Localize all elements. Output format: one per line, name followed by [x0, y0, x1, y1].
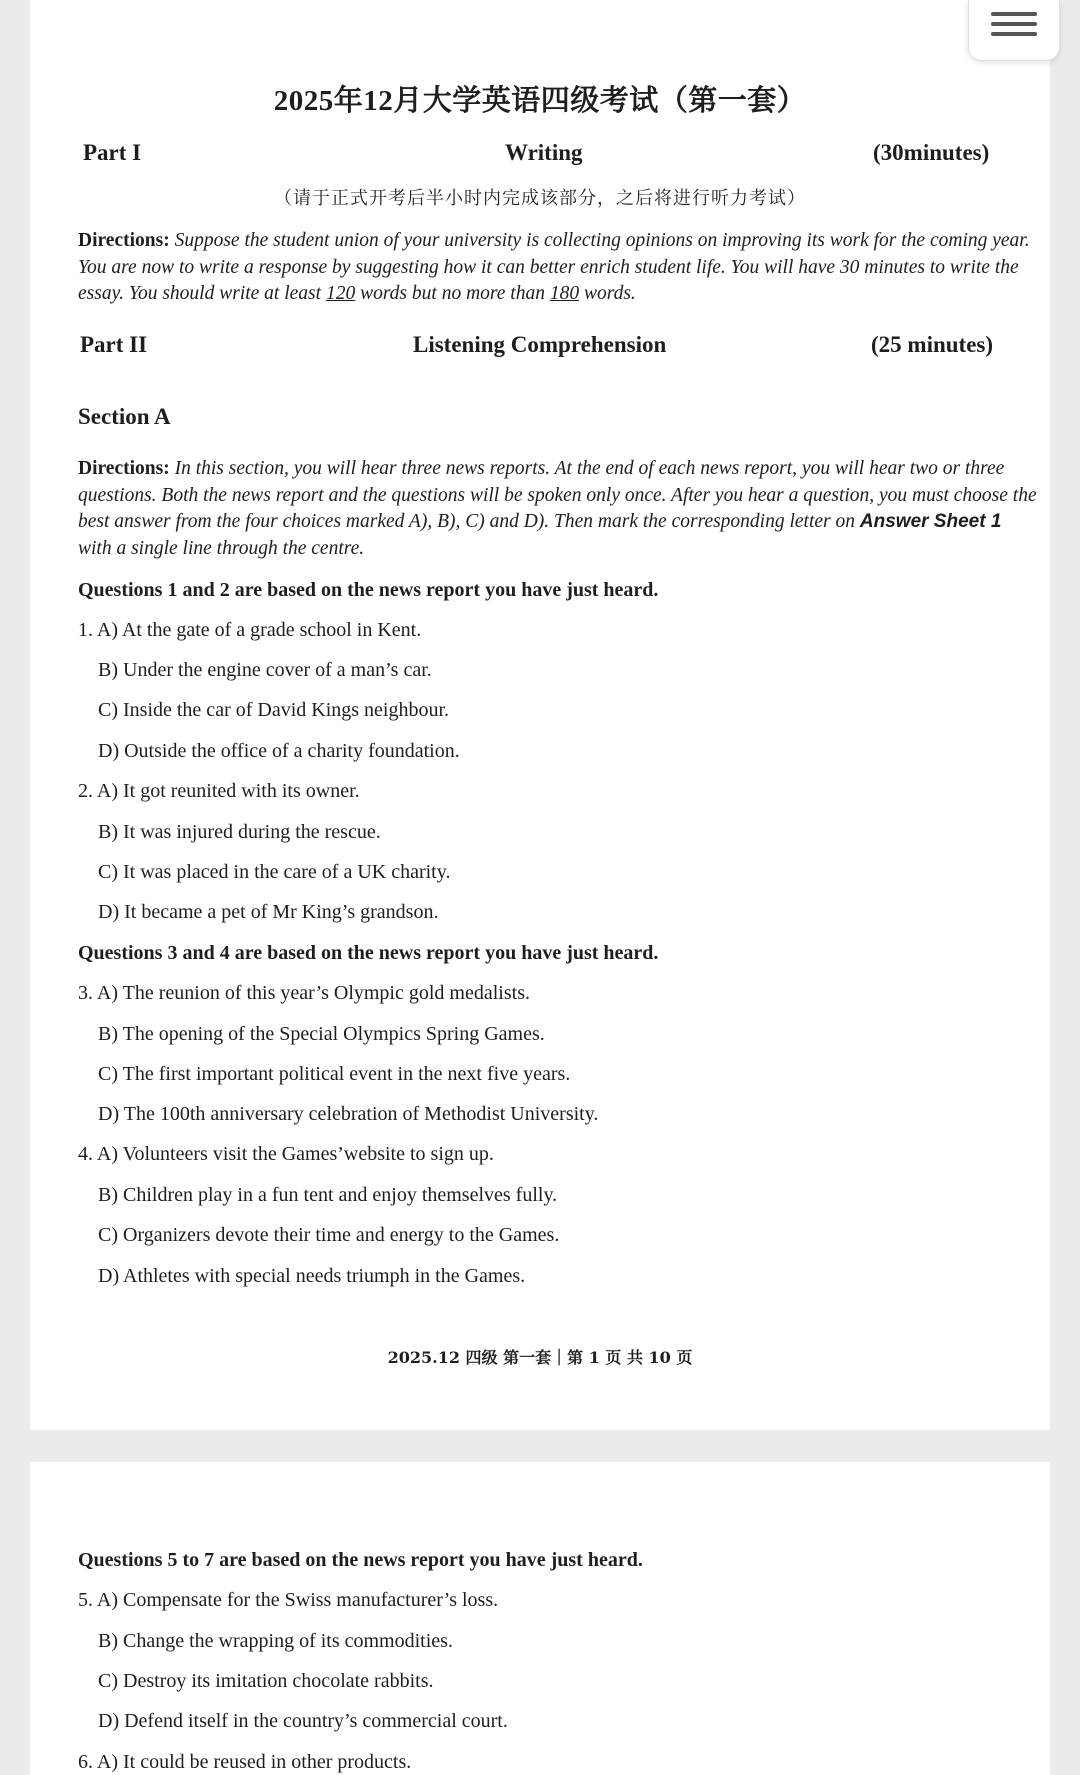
menu-button[interactable] [968, 0, 1060, 61]
part-2-time: (25 minutes) [871, 332, 994, 357]
question-option: D) It became a pet of Mr King’s grandson. [98, 901, 439, 923]
question-option: D) Athletes with special needs triumph in the Games. [98, 1265, 526, 1287]
hamburger-line [991, 32, 1037, 36]
directions-text: words. [579, 283, 636, 304]
question-option: B) The opening of the Special Olympics Spring Games. [98, 1023, 545, 1045]
directions-label: Directions: [78, 230, 170, 251]
question-option: C) The first important political event in the next five years. [98, 1063, 571, 1085]
part-2-header [30, 332, 1050, 362]
directions-text: Suppose the student union of your university is collecting opinions on improving its work for the coming year. You are now to write a response by suggesting how it can better enrich student life. You will have 30 minutes to write the essay. You should write at least [78, 230, 1030, 304]
question-option: 4. A) Volunteers visit the Games’website to sign up. [78, 1143, 494, 1165]
question-option: D) Outside the office of a charity foundation. [98, 740, 460, 762]
exam-title: 2025年12月大学英语四级考试（第一套） [273, 85, 807, 117]
question-option: B) It was injured during the rescue. [98, 821, 381, 843]
question-option: B) Change the wrapping of its commodities. [98, 1630, 453, 1652]
part-1-name: Writing [505, 140, 583, 165]
writing-directions [78, 228, 1038, 308]
question-option: 1. A) At the gate of a grade school in Kent. [78, 619, 422, 641]
question-option: B) Under the engine cover of a man’s car. [98, 659, 432, 681]
max-words: 180 [549, 283, 580, 304]
hamburger-line [991, 22, 1037, 26]
question-option: C) Destroy its imitation chocolate rabbits. [98, 1670, 434, 1692]
part-1-label: Part I [83, 140, 142, 165]
question-group-heading: Questions 3 and 4 are based on the news report you have just heard. [78, 942, 659, 964]
question-option: C) Organizers devote their time and energy to the Games. [98, 1224, 560, 1246]
question-group-heading: Questions 5 to 7 are based on the news report you have just heard. [78, 1549, 643, 1571]
answer-sheet-label: Answer Sheet 1 [859, 511, 1002, 532]
question-option: D) Defend itself in the country’s commercial court. [98, 1710, 508, 1732]
exam-page-2 [30, 1462, 1050, 1775]
question-option: 2. A) It got reunited with its owner. [78, 780, 360, 802]
part-2-name: Listening Comprehension [413, 332, 667, 357]
question-group-heading: Questions 1 and 2 are based on the news report you have just heard. [78, 579, 659, 601]
listening-directions [78, 456, 1038, 562]
question-option: 6. A) It could be reused in other products. [78, 1751, 412, 1773]
question-option: C) It was placed in the care of a UK charity. [98, 861, 451, 883]
min-words: 120 [325, 283, 356, 304]
exam-page-1 [30, 0, 1050, 1430]
question-option: B) Children play in a fun tent and enjoy themselves fully. [98, 1184, 558, 1206]
hamburger-line [991, 12, 1037, 16]
part-1-header [30, 140, 1050, 170]
directions-text: In this section, you will hear three news reports. At the end of each news report, you will hear two or three questions. Both the news report and the questions will be spoken only once. After you hear a question, you must choose the best answer from the four choices marked A), B), C) and D). Then mark the corresponding letter on [78, 458, 1037, 532]
part-1-time: (30minutes) [873, 140, 990, 165]
question-option: C) Inside the car of David Kings neighbour. [98, 699, 450, 721]
directions-label: Directions: [78, 458, 170, 479]
directions-text: words but no more than [355, 283, 550, 304]
writing-note: （请于正式开考后半小时内完成该部分，之后将进行听力考试） [274, 188, 806, 209]
question-option: D) The 100th anniversary celebration of Methodist University. [98, 1103, 599, 1125]
question-option: 3. A) The reunion of this year’s Olympic gold medalists. [78, 982, 530, 1004]
directions-text: with a single line through the centre. [78, 537, 365, 559]
part-2-label: Part II [80, 332, 148, 357]
question-option: 5. A) Compensate for the Swiss manufacturer’s loss. [78, 1589, 499, 1611]
page-footer: 2025.12 四级 第一套｜第 1 页 共 10 页 [387, 1348, 693, 1367]
section-a-heading: Section A [78, 404, 171, 429]
